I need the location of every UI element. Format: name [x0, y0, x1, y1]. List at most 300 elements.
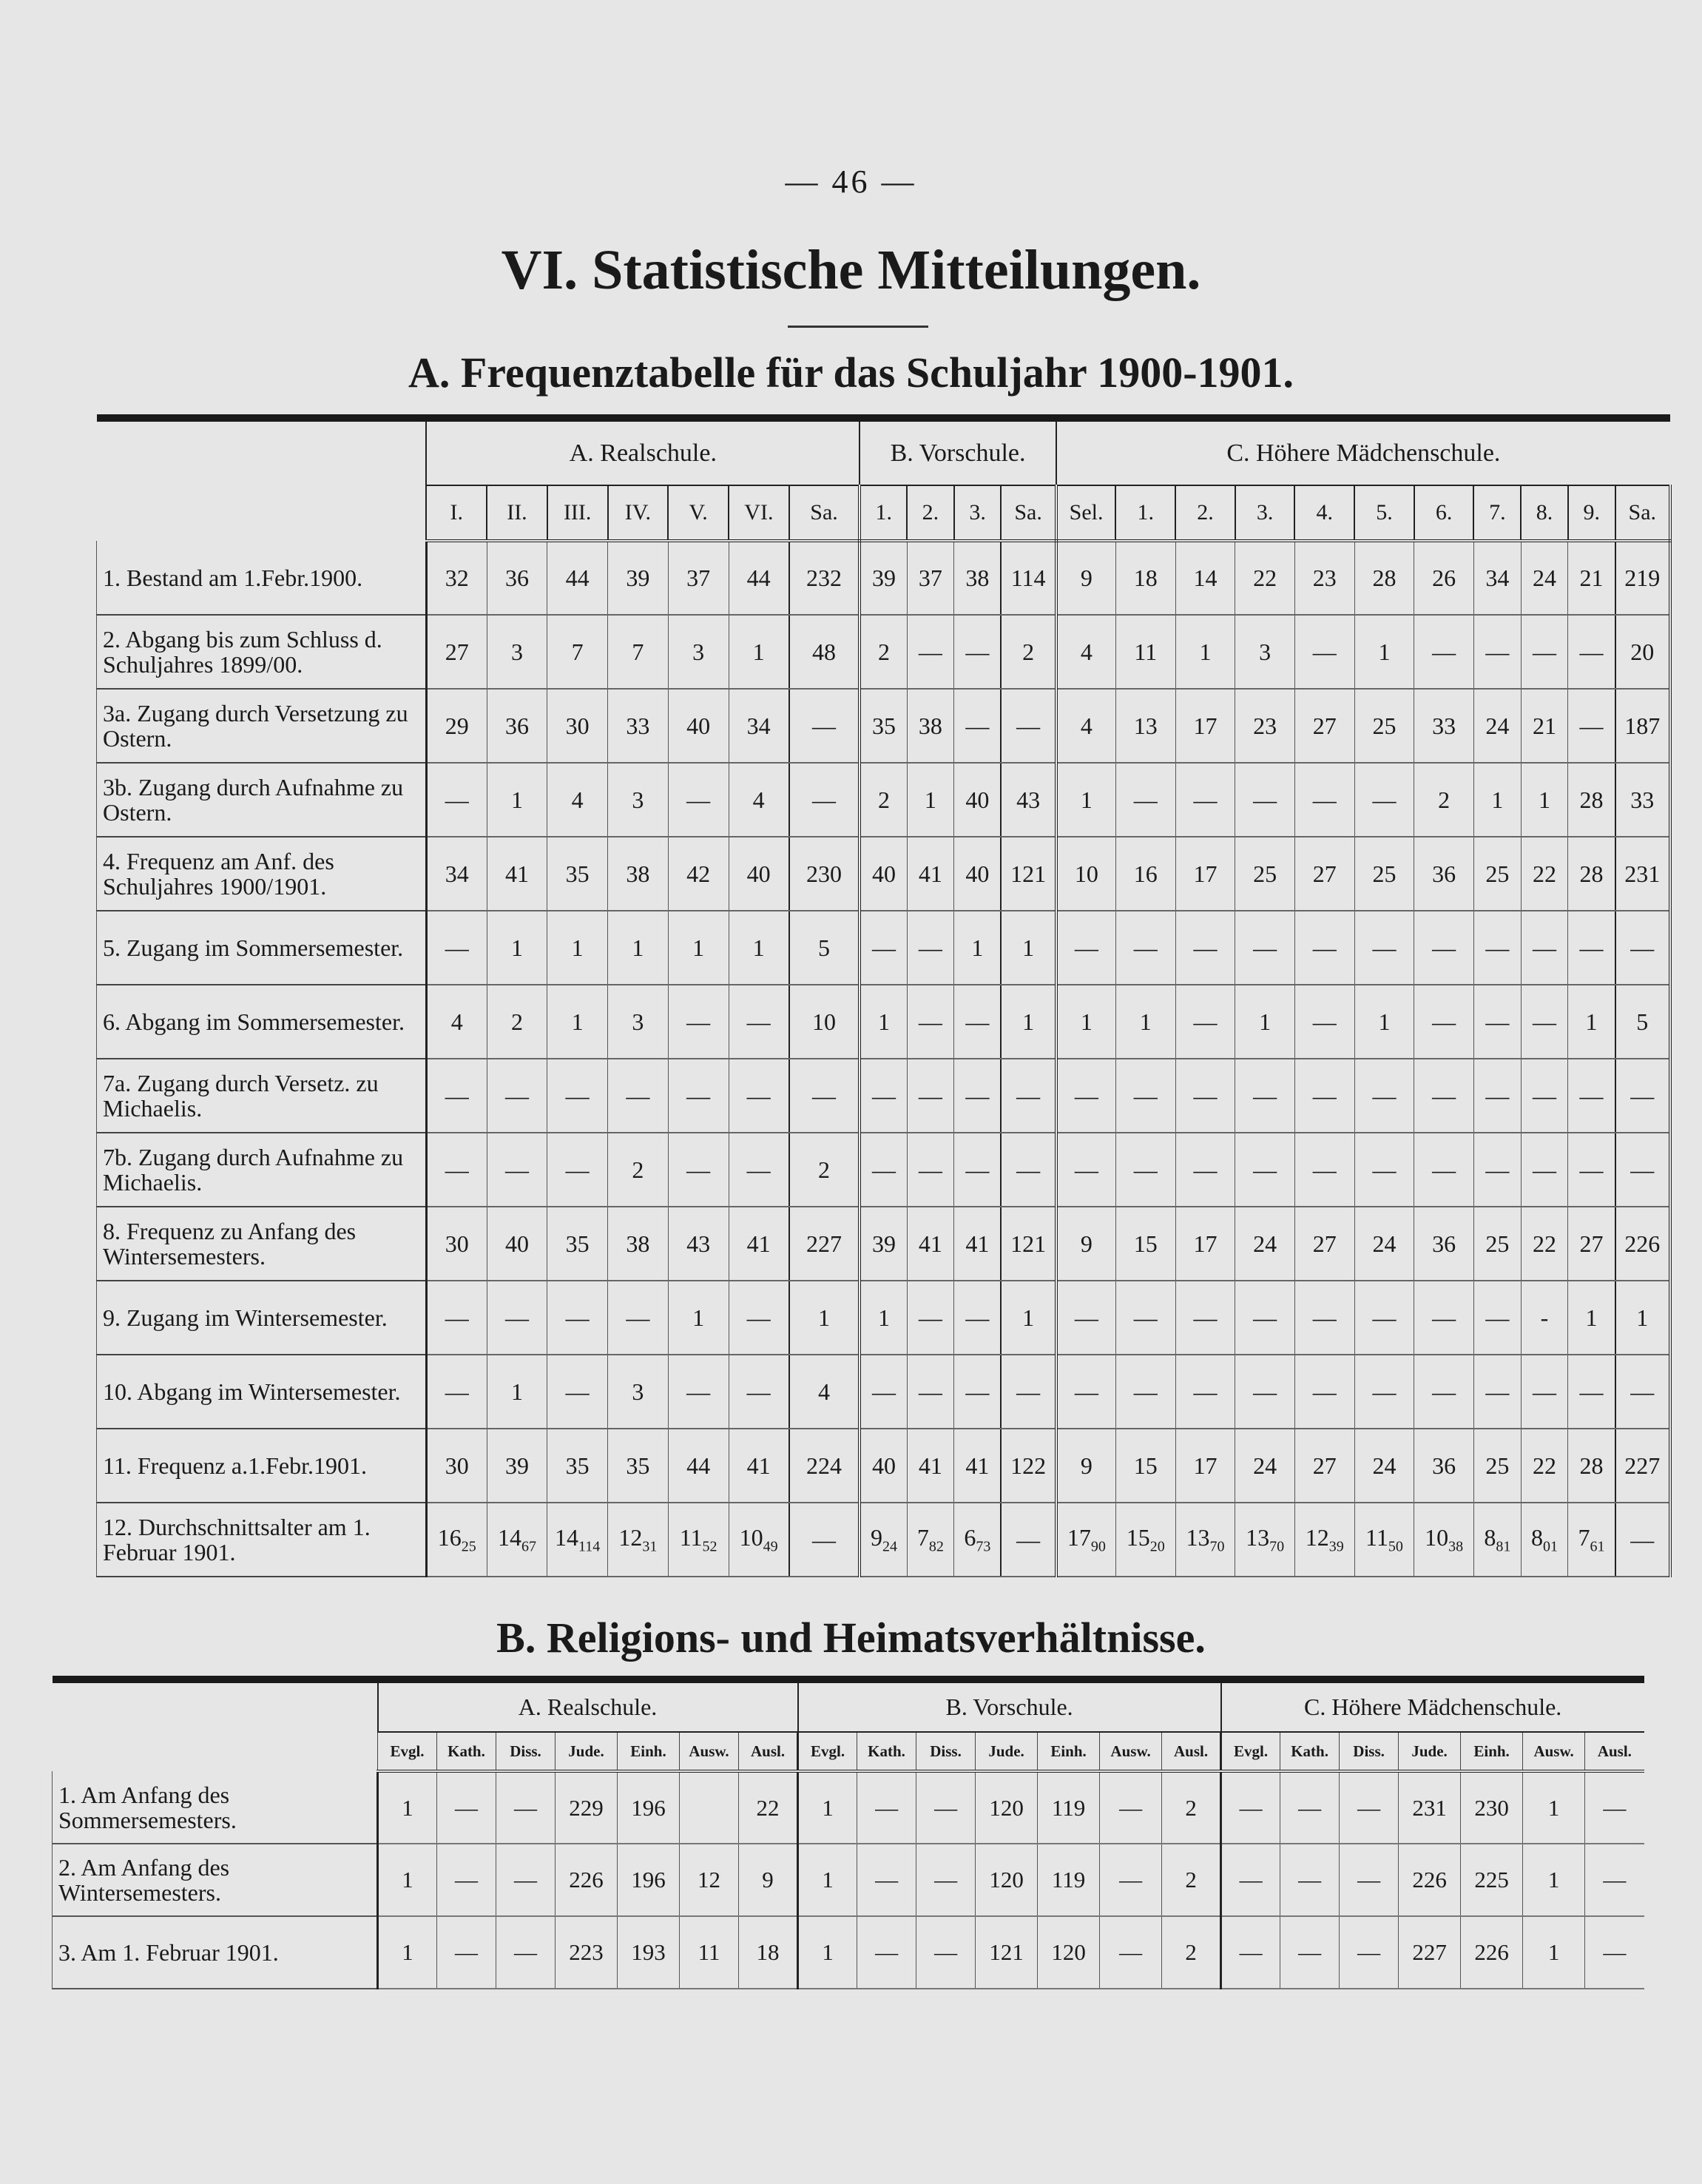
table-cell: 1 — [1523, 1771, 1585, 1844]
age-fraction: 49 — [763, 1538, 778, 1555]
table-cell: 33 — [1414, 689, 1474, 763]
table-cell: 4 — [1056, 689, 1116, 763]
table-cell: — — [1115, 763, 1175, 837]
column-header: 9. — [1568, 485, 1615, 541]
column-header: 2. — [907, 485, 954, 541]
age-cell — [1294, 1503, 1354, 1577]
table-cell: 44 — [668, 1429, 729, 1503]
row-label: 6. Abgang im Sommersemester. — [97, 985, 427, 1059]
age-cell — [668, 1503, 729, 1577]
table-cell: 34 — [1473, 541, 1521, 615]
table-cell: — — [1340, 1844, 1399, 1916]
age-fraction: 24 — [882, 1538, 897, 1555]
age-years: 8 — [1531, 1523, 1543, 1551]
column-header: Evgl. — [378, 1732, 437, 1771]
table-cell: 1 — [487, 1355, 547, 1429]
table-cell: 1 — [668, 1281, 729, 1355]
table-cell: — — [1235, 1133, 1295, 1207]
table-cell: — — [1175, 1355, 1235, 1429]
row-label: 11. Frequenz a.1.Febr.1901. — [97, 1429, 427, 1503]
table-cell: — — [1001, 1059, 1056, 1133]
table-cell: 21 — [1568, 541, 1615, 615]
age-cell — [1001, 1503, 1056, 1577]
age-years: 7 — [916, 1523, 929, 1551]
table-cell: — — [496, 1771, 555, 1844]
table-cell: 226 — [1399, 1844, 1461, 1916]
table-cell: — — [1115, 1133, 1175, 1207]
table-cell: 38 — [954, 541, 1002, 615]
table-cell: 44 — [547, 541, 608, 615]
table-cell: 1 — [1523, 1916, 1585, 1989]
table-cell: — — [487, 1281, 547, 1355]
table-cell: 15 — [1115, 1429, 1175, 1503]
table-row — [97, 911, 1671, 985]
table-cell: — — [1115, 911, 1175, 985]
age-fraction: 20 — [1149, 1538, 1165, 1555]
column-header: I. — [426, 485, 487, 541]
table-cell: 37 — [907, 541, 954, 615]
table-cell: 37 — [668, 541, 729, 615]
table-cell: — — [1615, 1133, 1670, 1207]
table-cell: 40 — [954, 837, 1002, 911]
table-cell: 35 — [608, 1429, 669, 1503]
table-cell: — — [954, 1133, 1002, 1207]
table-cell: 2 — [487, 985, 547, 1059]
table-cell: 28 — [1568, 1429, 1615, 1503]
table-cell: 9 — [739, 1844, 798, 1916]
table-cell: — — [1235, 1059, 1295, 1133]
age-cell — [729, 1503, 789, 1577]
table-cell: — — [907, 1059, 954, 1133]
table-cell: — — [954, 615, 1002, 689]
table-cell: 36 — [1414, 1429, 1474, 1503]
row-label: 3. Am 1. Februar 1901. — [53, 1916, 378, 1989]
row-label: 12. Durchschnittsalter am 1. Februar 1901. — [97, 1503, 427, 1577]
age-cell — [1568, 1503, 1615, 1577]
table-cell: 1 — [1473, 763, 1521, 837]
column-header: 8. — [1521, 485, 1568, 541]
column-header: 4. — [1294, 485, 1354, 541]
table-cell: 48 — [789, 615, 860, 689]
column-header: Diss. — [916, 1732, 976, 1771]
table-cell: 1 — [487, 763, 547, 837]
table-cell: — — [1340, 1771, 1399, 1844]
table-cell: 21 — [1521, 689, 1568, 763]
table-cell: 1 — [798, 1916, 857, 1989]
table-cell: — — [1294, 1281, 1354, 1355]
table-cell: — — [1414, 1355, 1474, 1429]
column-header: Sa. — [789, 485, 860, 541]
table-cell: — — [1521, 1355, 1568, 1429]
table-cell: 232 — [789, 541, 860, 615]
age-years: 8 — [1484, 1523, 1496, 1551]
table-cell: 4 — [789, 1355, 860, 1429]
table-cell: — — [1115, 1059, 1175, 1133]
column-header: IV. — [608, 485, 669, 541]
row-label: 3a. Zugang durch Versetzung zu Ostern. — [97, 689, 427, 763]
table-cell: 1 — [1056, 985, 1116, 1059]
column-header: Ausw. — [680, 1732, 739, 1771]
table-cell: 1 — [729, 615, 789, 689]
table-cell: — — [496, 1844, 555, 1916]
table-cell: — — [860, 1059, 907, 1133]
table-cell: 231 — [1399, 1771, 1461, 1844]
page-title: VI. Statistische Mitteilungen. — [501, 239, 1201, 301]
table-cell: 1 — [907, 763, 954, 837]
table-cell: — — [954, 1355, 1002, 1429]
table-cell: — — [1056, 1059, 1116, 1133]
table-cell: — — [1568, 689, 1615, 763]
row-label: 3b. Zugang durch Aufnahme zu Ostern. — [97, 763, 427, 837]
column-header: V. — [668, 485, 729, 541]
table-cell: — — [1521, 1133, 1568, 1207]
column-header: Diss. — [496, 1732, 555, 1771]
table-cell: 3 — [608, 1355, 669, 1429]
table-cell: — — [857, 1844, 916, 1916]
table-cell: 33 — [608, 689, 669, 763]
table-cell: — — [1414, 615, 1474, 689]
age-cell — [1414, 1503, 1474, 1577]
table-cell: 227 — [1399, 1916, 1461, 1989]
column-header: Diss. — [1340, 1732, 1399, 1771]
table-cell: — — [1473, 1133, 1521, 1207]
table-cell: 1 — [1354, 615, 1414, 689]
column-header: Sa. — [1615, 485, 1670, 541]
table-cell: — — [916, 1916, 976, 1989]
table-cell: 35 — [547, 837, 608, 911]
table-cell: 1 — [547, 911, 608, 985]
table-cell: 39 — [608, 541, 669, 615]
table-cell: — — [437, 1844, 496, 1916]
table-cell: — — [1568, 615, 1615, 689]
table-cell: — — [1221, 1844, 1280, 1916]
table-cell: 40 — [954, 763, 1002, 837]
column-header: 3. — [954, 485, 1002, 541]
table-cell: 41 — [907, 1207, 954, 1281]
table-cell: — — [729, 1281, 789, 1355]
table-cell: 27 — [426, 615, 487, 689]
table-cell: 23 — [1294, 541, 1354, 615]
table-cell: 44 — [729, 541, 789, 615]
table-cell: 193 — [618, 1916, 680, 1989]
table-cell: 196 — [618, 1771, 680, 1844]
table-cell: 17 — [1175, 1429, 1235, 1503]
table-cell: — — [426, 1281, 487, 1355]
table-row — [97, 1429, 1671, 1503]
table-cell: 17 — [1175, 1207, 1235, 1281]
table-cell: 41 — [907, 837, 954, 911]
table-cell: 10 — [789, 985, 860, 1059]
table-cell: — — [907, 615, 954, 689]
table-row — [97, 1503, 1671, 1577]
table-cell: — — [1414, 1281, 1474, 1355]
table-cell: 22 — [1521, 1207, 1568, 1281]
table-cell: 36 — [1414, 837, 1474, 911]
age-cell — [1521, 1503, 1568, 1577]
table-cell: 27 — [1294, 1429, 1354, 1503]
table-cell: 41 — [954, 1207, 1002, 1281]
table-cell: 16 — [1115, 837, 1175, 911]
age-years: 12 — [1305, 1523, 1329, 1551]
group-header-realschule: A. Realschule. — [426, 418, 860, 485]
table-cell: — — [1354, 1059, 1414, 1133]
table-cell: — — [1414, 911, 1474, 985]
table-cell — [680, 1771, 739, 1844]
row-label: 7a. Zugang durch Versetz. zu Michaelis. — [97, 1059, 427, 1133]
column-header: 6. — [1414, 485, 1474, 541]
table-cell: 15 — [1115, 1207, 1175, 1281]
table-cell: 29 — [426, 689, 487, 763]
table-cell: — — [1294, 1059, 1354, 1133]
table-cell: 28 — [1354, 541, 1414, 615]
row-label: 9. Zugang im Wintersemester. — [97, 1281, 427, 1355]
column-header: Einh. — [618, 1732, 680, 1771]
table-cell: 30 — [426, 1429, 487, 1503]
table-b-title: B. Religions- und Heimatsverhältnisse. — [496, 1614, 1206, 1662]
row-label: 2. Am Anfang des Wintersemesters. — [53, 1844, 378, 1916]
table-cell: — — [1340, 1916, 1399, 1989]
table-cell: 230 — [1461, 1771, 1523, 1844]
table-cell: 4 — [547, 763, 608, 837]
table-row — [53, 1916, 1644, 1989]
table-cell: 4 — [426, 985, 487, 1059]
age-years: 14 — [497, 1523, 521, 1551]
table-cell: — — [1354, 1355, 1414, 1429]
table-cell: — — [1585, 1844, 1644, 1916]
table-cell: — — [1235, 763, 1295, 837]
age-years: 10 — [1425, 1523, 1449, 1551]
table-cell: — — [1615, 1355, 1670, 1429]
column-header: 3. — [1235, 485, 1295, 541]
age-fraction: 39 — [1328, 1538, 1344, 1555]
table-cell: 22 — [1235, 541, 1295, 615]
age-years: 10 — [739, 1523, 763, 1551]
table-cell: — — [487, 1059, 547, 1133]
table-cell: 41 — [487, 837, 547, 911]
table-row — [97, 985, 1671, 1059]
age-cell — [1615, 1503, 1670, 1577]
table-cell: — — [1100, 1844, 1162, 1916]
table-cell: 121 — [976, 1916, 1038, 1989]
column-header: III. — [547, 485, 608, 541]
table-cell: — — [1521, 911, 1568, 985]
table-cell: — — [1235, 1281, 1295, 1355]
table-cell: 39 — [487, 1429, 547, 1503]
column-header: Kath. — [1280, 1732, 1340, 1771]
table-cell: — — [1001, 1355, 1056, 1429]
table-cell: — — [729, 1059, 789, 1133]
table-row — [97, 763, 1671, 837]
table-cell: 41 — [729, 1429, 789, 1503]
table-cell: — — [954, 689, 1002, 763]
table-cell: — — [907, 985, 954, 1059]
age-years: 13 — [1186, 1523, 1210, 1551]
table-cell: — — [1473, 1281, 1521, 1355]
table-cell: 32 — [426, 541, 487, 615]
age-fraction: 73 — [976, 1538, 991, 1555]
table-cell: 3 — [487, 615, 547, 689]
table-cell: — — [907, 1133, 954, 1207]
table-cell: — — [1414, 1059, 1474, 1133]
table-cell: 2 — [860, 763, 907, 837]
column-header: VI. — [729, 485, 789, 541]
table-cell: — — [789, 1059, 860, 1133]
age-cell — [608, 1503, 669, 1577]
table-cell: 1 — [1175, 615, 1235, 689]
column-header: 2. — [1175, 485, 1235, 541]
table-cell: 2 — [1162, 1916, 1221, 1989]
table-cell: 120 — [1038, 1916, 1100, 1989]
table-cell: 27 — [1294, 837, 1354, 911]
column-header: Sa. — [1001, 485, 1056, 541]
table-cell: 25 — [1473, 837, 1521, 911]
group-header-realschule: A. Realschule. — [378, 1679, 798, 1732]
table-row — [97, 837, 1671, 911]
table-cell: — — [1354, 911, 1414, 985]
table-cell: 25 — [1235, 837, 1295, 911]
table-cell: 1 — [608, 911, 669, 985]
column-header: Evgl. — [798, 1732, 857, 1771]
table-cell: — — [857, 1916, 916, 1989]
table-cell: 24 — [1354, 1429, 1414, 1503]
table-cell: 2 — [1162, 1771, 1221, 1844]
table-cell: 40 — [668, 689, 729, 763]
column-header: 5. — [1354, 485, 1414, 541]
table-cell: 18 — [1115, 541, 1175, 615]
group-header-maedchenschule: C. Höhere Mädchenschule. — [1056, 418, 1670, 485]
group-header-vorschule: B. Vorschule. — [798, 1679, 1221, 1732]
row-label: 8. Frequenz zu Anfang des Wintersemesters. — [97, 1207, 427, 1281]
table-cell: 7 — [608, 615, 669, 689]
table-cell: — — [426, 911, 487, 985]
column-header: Evgl. — [1221, 1732, 1280, 1771]
table-cell: 219 — [1615, 541, 1670, 615]
column-header: Jude. — [976, 1732, 1038, 1771]
table-cell: 121 — [1001, 837, 1056, 911]
row-label: 5. Zugang im Sommersemester. — [97, 911, 427, 985]
column-header: Ausw. — [1100, 1732, 1162, 1771]
table-cell: 119 — [1038, 1771, 1100, 1844]
table-cell: 28 — [1568, 763, 1615, 837]
table-cell: 36 — [487, 689, 547, 763]
column-header: Ausw. — [1523, 1732, 1585, 1771]
table-cell: 41 — [907, 1429, 954, 1503]
age-years: 7 — [1578, 1523, 1590, 1551]
table-cell: 41 — [954, 1429, 1002, 1503]
group-header-maedchenschule: C. Höhere Mädchenschule. — [1221, 1679, 1644, 1732]
table-cell: — — [668, 985, 729, 1059]
table-cell: — — [857, 1771, 916, 1844]
table-cell: 1 — [860, 1281, 907, 1355]
age-years: 11 — [679, 1523, 703, 1551]
age-years: 13 — [1246, 1523, 1270, 1551]
table-cell: 1 — [1001, 1281, 1056, 1355]
table-cell: 42 — [668, 837, 729, 911]
table-row — [53, 1844, 1644, 1916]
table-cell: — — [496, 1916, 555, 1989]
age-fraction: 70 — [1209, 1538, 1225, 1555]
age-fraction: 25 — [461, 1538, 476, 1555]
religion-table — [52, 1676, 1644, 1989]
table-cell: — — [1414, 985, 1474, 1059]
age-cell — [1235, 1503, 1295, 1577]
column-header: Einh. — [1038, 1732, 1100, 1771]
table-cell: 226 — [1615, 1207, 1670, 1281]
table-cell: 226 — [555, 1844, 618, 1916]
table-cell: — — [437, 1771, 496, 1844]
row-label-header — [53, 1679, 378, 1771]
table-cell: 229 — [555, 1771, 618, 1844]
table-cell: 4 — [729, 763, 789, 837]
age-cell — [426, 1503, 487, 1577]
table-cell: 121 — [1001, 1207, 1056, 1281]
age-fraction: 31 — [642, 1538, 658, 1555]
table-cell: 34 — [729, 689, 789, 763]
table-cell: — — [729, 1133, 789, 1207]
table-cell: — — [954, 1281, 1002, 1355]
table-cell: 38 — [907, 689, 954, 763]
column-header: 1. — [1115, 485, 1175, 541]
table-cell: 224 — [789, 1429, 860, 1503]
table-cell: 25 — [1473, 1207, 1521, 1281]
table-cell: 27 — [1294, 1207, 1354, 1281]
table-cell: 120 — [976, 1844, 1038, 1916]
table-cell: — — [1473, 1059, 1521, 1133]
table-cell: — — [1294, 911, 1354, 985]
table-cell: 1 — [1056, 763, 1116, 837]
row-label: 1. Am Anfang des Sommersemesters. — [53, 1771, 378, 1844]
table-cell: — — [1235, 1355, 1295, 1429]
table-cell: — — [608, 1281, 669, 1355]
table-cell: 231 — [1615, 837, 1670, 911]
table-cell: 14 — [1175, 541, 1235, 615]
table-cell: — — [1585, 1916, 1644, 1989]
age-cell — [954, 1503, 1002, 1577]
table-cell: 30 — [547, 689, 608, 763]
table-cell: — — [426, 1133, 487, 1207]
table-cell: — — [1235, 911, 1295, 985]
table-cell: — — [1175, 985, 1235, 1059]
table-cell: — — [1056, 1133, 1116, 1207]
table-cell: — — [1414, 1133, 1474, 1207]
table-cell: 1 — [798, 1771, 857, 1844]
age-fraction: 61 — [1590, 1538, 1605, 1555]
age-cell — [907, 1503, 954, 1577]
table-cell: 43 — [668, 1207, 729, 1281]
table-cell: — — [1115, 1281, 1175, 1355]
age-fraction: 114 — [578, 1538, 601, 1555]
table-cell: 22 — [739, 1771, 798, 1844]
table-cell: 18 — [739, 1916, 798, 1989]
age-cell — [547, 1503, 608, 1577]
table-cell: 7 — [547, 615, 608, 689]
row-label: 1. Bestand am 1.Febr.1900. — [97, 541, 427, 615]
table-cell: 3 — [608, 763, 669, 837]
table-cell: — — [1294, 763, 1354, 837]
table-cell: 12 — [680, 1844, 739, 1916]
age-years: 17 — [1067, 1523, 1091, 1551]
table-cell: 22 — [1521, 837, 1568, 911]
table-cell: 22 — [1521, 1429, 1568, 1503]
table-cell: — — [954, 985, 1002, 1059]
table-cell: — — [668, 1133, 729, 1207]
table-cell: — — [789, 689, 860, 763]
table-cell: 1 — [1115, 985, 1175, 1059]
table-cell: 2 — [608, 1133, 669, 1207]
table-cell: — — [1585, 1771, 1644, 1844]
table-cell: — — [1294, 615, 1354, 689]
table-cell: — — [907, 1281, 954, 1355]
